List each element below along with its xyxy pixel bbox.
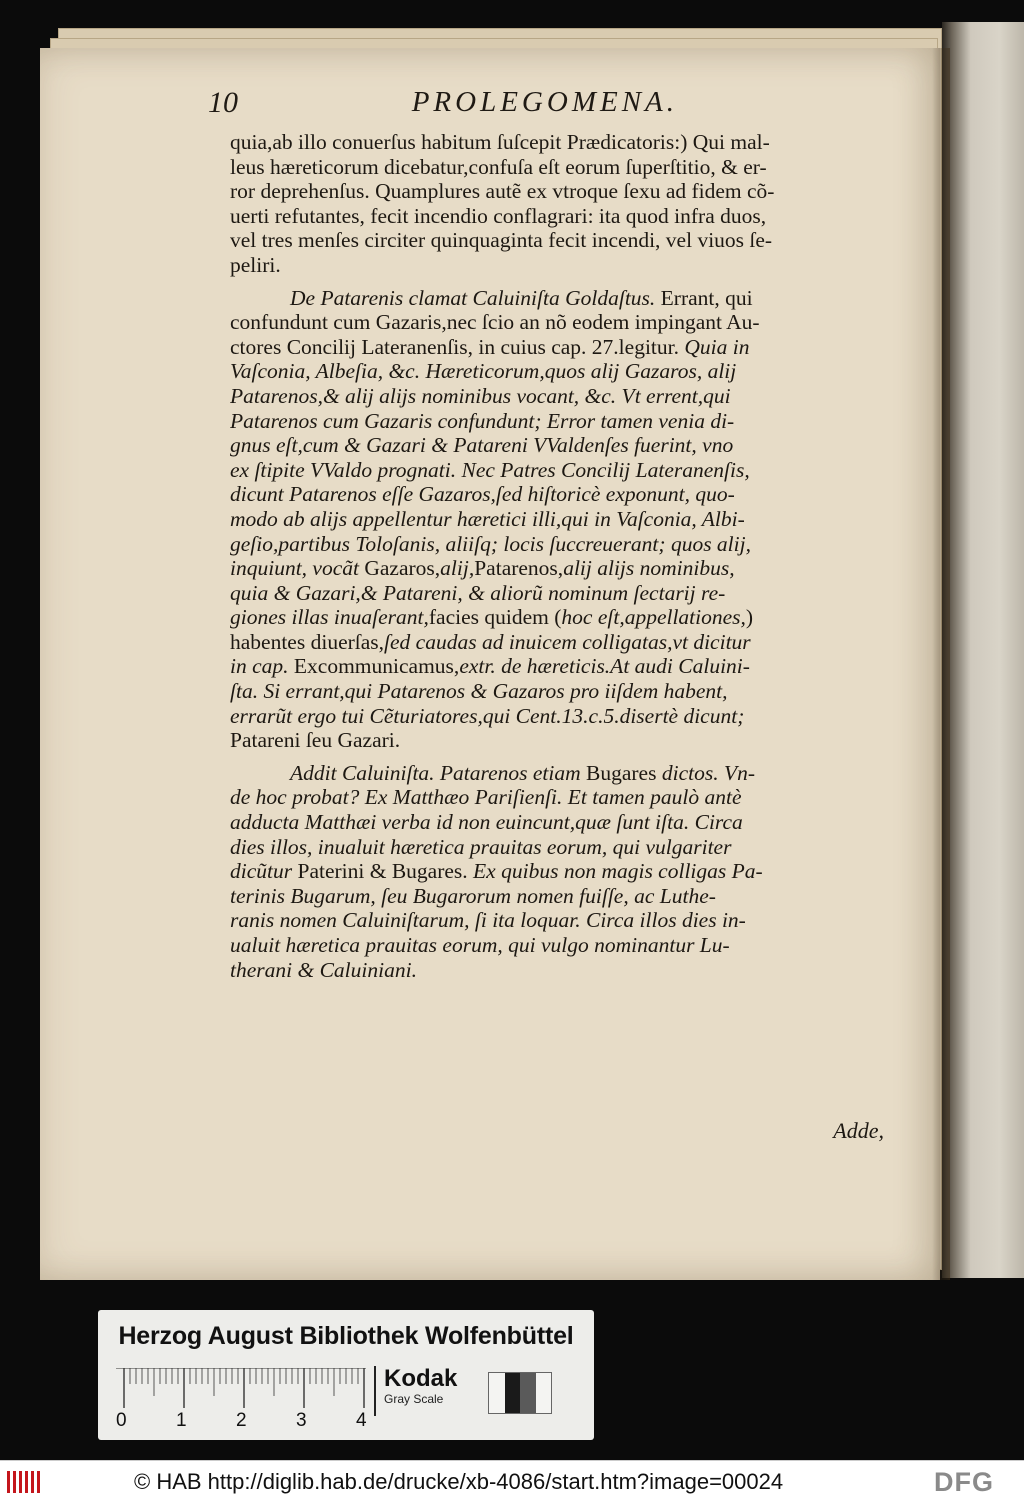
text-segment: ſed caudas ad inuicem colligatas,vt dicitur bbox=[384, 629, 751, 654]
text-segment: habentes diuerſas, bbox=[230, 629, 385, 654]
text-segment: in cap. bbox=[230, 654, 289, 679]
dfg-logo: DFG bbox=[934, 1467, 994, 1497]
text-line bbox=[230, 785, 842, 810]
text-segment: Addit Caluiniſta. Patarenos etiam bbox=[290, 760, 587, 785]
text-line bbox=[230, 335, 842, 360]
text-segment: dicũtur bbox=[230, 859, 298, 884]
text-segment: Gazaros, bbox=[364, 556, 441, 581]
hab-logo-icon bbox=[6, 1469, 42, 1495]
color-calibration-card bbox=[98, 1310, 594, 1440]
text-segment: ſta. Si errant,qui Patarenos & Gazaros pro iiſdem habent, bbox=[230, 679, 728, 704]
text-segment: confundunt cum Gazaris,nec ſcio an nõ eodem impingant Au- bbox=[230, 310, 760, 335]
text-segment: De Patarenis clamat Caluiniſta Goldaſtus. bbox=[290, 285, 656, 310]
gray-scale-label: Gray Scale bbox=[384, 1392, 444, 1406]
kodak-brand: Kodak bbox=[384, 1365, 458, 1392]
text-line bbox=[230, 654, 842, 679]
text-line bbox=[230, 532, 842, 557]
text-segment: uerti refutantes, fecit incendio conflagrari: ita quod infra duos, bbox=[230, 203, 767, 228]
text-segment: Patareni ſeu Gazari. bbox=[230, 728, 401, 753]
footer-bar bbox=[0, 1460, 1024, 1502]
text-segment: giones illas inuaſerant, bbox=[230, 605, 429, 630]
text-line bbox=[230, 310, 842, 335]
text-segment: terinis Bugarum, ſeu Bugarorum nomen fuiſſe, ac Luthe- bbox=[230, 883, 716, 908]
ruler-number: 1 bbox=[176, 1410, 187, 1431]
page-gutter bbox=[932, 48, 950, 1280]
text-line bbox=[230, 908, 842, 933]
ruler-icon bbox=[116, 1368, 366, 1416]
credit-link[interactable]: © HAB http://diglib.hab.de/drucke/xb-4086/start.htm?image=00024 bbox=[134, 1469, 784, 1494]
text-segment: ualuit hæretica prauitas eorum, qui vulgo nominantur Lu- bbox=[230, 933, 730, 957]
text-segment: Quia in bbox=[684, 334, 750, 359]
text-segment: dicunt Patarenos eſſe Gazaros,ſed hiſtoricè exponunt, quo- bbox=[230, 482, 735, 507]
text-line bbox=[230, 556, 842, 581]
text-segment: quia,ab illo conuerſus habitum ſuſcepit Prædicatoris:) Qui mal- bbox=[230, 130, 770, 154]
facing-page-edge bbox=[942, 22, 1024, 1278]
gray-patch bbox=[505, 1373, 521, 1413]
text-line bbox=[230, 679, 842, 704]
text-segment: leus hæreticorum dicebatur,confuſa eſt eorum ſuperſtitio, & er- bbox=[230, 154, 767, 179]
text-line bbox=[230, 859, 842, 884]
text-segment: dies illos, inualuit hæretica prauitas eorum, qui vulgariter bbox=[230, 834, 732, 859]
text-segment: Patarenos, bbox=[474, 556, 564, 581]
text-segment: Patarenos cum Gazaris confundunt; Error tamen venia di- bbox=[230, 408, 735, 433]
text-segment: geſio,partibus Toloſanis, aliiſq; locis ſuccreuerant; quos alij, bbox=[230, 531, 751, 556]
body-text bbox=[230, 130, 842, 982]
text-line bbox=[230, 810, 842, 835]
ruler-number: 0 bbox=[116, 1410, 127, 1431]
text-line bbox=[230, 253, 842, 278]
ruler-number: 2 bbox=[236, 1410, 247, 1431]
text-segment: modo ab alijs appellentur hæretici illi,qui in Vaſconia, Albi- bbox=[230, 506, 745, 531]
text-segment: ror deprehenſus. Quamplures autẽ ex vtroque ſexu ad fidem cõ- bbox=[230, 179, 775, 204]
text-line bbox=[230, 482, 842, 507]
text-line bbox=[230, 933, 842, 958]
text-segment: Excommunicamus, bbox=[288, 654, 460, 679]
text-line bbox=[230, 605, 842, 630]
text-line bbox=[230, 761, 842, 786]
text-segment: vel tres menſes circiter quinquaginta fecit incendi, vel viuos ſe- bbox=[230, 228, 773, 253]
text-line bbox=[230, 884, 842, 909]
text-segment: errarũt ergo tui Cẽturiatores,qui Cent.13.c.5.disertè dicunt; bbox=[230, 703, 745, 728]
gray-scale-patches bbox=[488, 1372, 552, 1414]
text-segment: alij, bbox=[440, 556, 475, 581]
text-segment: gnus eſt,cum & Gazari & Patareni VValdenſes fuerint, vno bbox=[230, 433, 734, 458]
text-line bbox=[230, 179, 842, 204]
text-line bbox=[230, 704, 842, 729]
text-segment: ex ſtipite VValdo prognati. Nec Patres Concilij Lateranenſis, bbox=[230, 457, 750, 482]
text-line bbox=[230, 204, 842, 229]
gray-patch bbox=[520, 1373, 536, 1413]
text-segment: peliri. bbox=[230, 252, 281, 277]
text-line bbox=[230, 130, 842, 155]
text-line bbox=[230, 728, 842, 753]
text-segment: Vaſconia, Albeſia, &c. Hæreticorum,quos alij Gazaros, alij bbox=[230, 359, 737, 384]
text-line bbox=[230, 384, 842, 409]
kodak-label bbox=[374, 1366, 484, 1416]
text-segment: hoc eſt,appellationes, bbox=[561, 605, 746, 630]
text-segment: Ex quibus non magis colligas Pa- bbox=[473, 859, 763, 884]
text-line bbox=[230, 155, 842, 180]
ruler-number: 4 bbox=[356, 1410, 367, 1431]
page-header bbox=[208, 86, 678, 130]
text-line bbox=[230, 458, 842, 483]
text-line bbox=[230, 630, 842, 655]
text-segment: adducta Matthæi verba id non euincunt,quæ ſunt iſta. Circa bbox=[230, 810, 743, 835]
text-segment: Errant, qui bbox=[655, 285, 753, 310]
paragraph bbox=[230, 130, 842, 278]
text-segment: Bugares bbox=[586, 760, 662, 785]
text-line bbox=[230, 433, 842, 458]
text-line bbox=[230, 835, 842, 860]
text-segment: extr. de hæreticis.At audi Caluini- bbox=[459, 654, 750, 679]
catchword: Adde, bbox=[833, 1118, 884, 1143]
paragraph bbox=[230, 286, 842, 753]
text-segment: Patarenos,& alij alijs nominibus vocant, &c. Vt errent,qui bbox=[230, 383, 731, 408]
text-segment: ranis nomen Caluiniſtarum, ſi ita loquar. Circa illos dies in- bbox=[230, 908, 746, 933]
text-segment: ctores Concilij Lateranenſis, in cuius cap. 27.legitur. bbox=[230, 334, 685, 359]
text-line bbox=[230, 286, 842, 311]
text-segment: dictos. Vn- bbox=[661, 760, 755, 785]
page-number: 10 bbox=[208, 86, 238, 119]
text-segment: Paterini & Bugares. bbox=[297, 859, 474, 884]
paragraph bbox=[230, 761, 842, 982]
text-line bbox=[230, 359, 842, 384]
text-segment: alij alijs nominibus, bbox=[563, 556, 735, 581]
gray-patch bbox=[489, 1373, 505, 1413]
text-segment: quia & Gazari,& Patareni, & aliorũ nominum ſectarij re- bbox=[230, 580, 726, 605]
text-line bbox=[230, 409, 842, 434]
text-line bbox=[230, 228, 842, 253]
text-line bbox=[230, 958, 842, 983]
text-line bbox=[230, 581, 842, 606]
running-title: PROLEGOMENA. bbox=[411, 86, 678, 118]
text-segment: facies quidem ( bbox=[428, 605, 562, 630]
card-title: Herzog August Bibliothek Wolfenbüttel bbox=[118, 1322, 574, 1350]
text-segment: inquiunt, vocãt bbox=[230, 556, 365, 581]
text-line bbox=[230, 507, 842, 532]
text-segment: therani & Caluiniani. bbox=[230, 957, 417, 982]
text-segment: ) bbox=[745, 605, 754, 630]
ruler-number: 3 bbox=[296, 1410, 307, 1431]
gray-patch bbox=[536, 1373, 552, 1413]
text-segment: de hoc probat? Ex Matthæo Pariſienſi. Et tamen paulò antè bbox=[230, 785, 742, 810]
